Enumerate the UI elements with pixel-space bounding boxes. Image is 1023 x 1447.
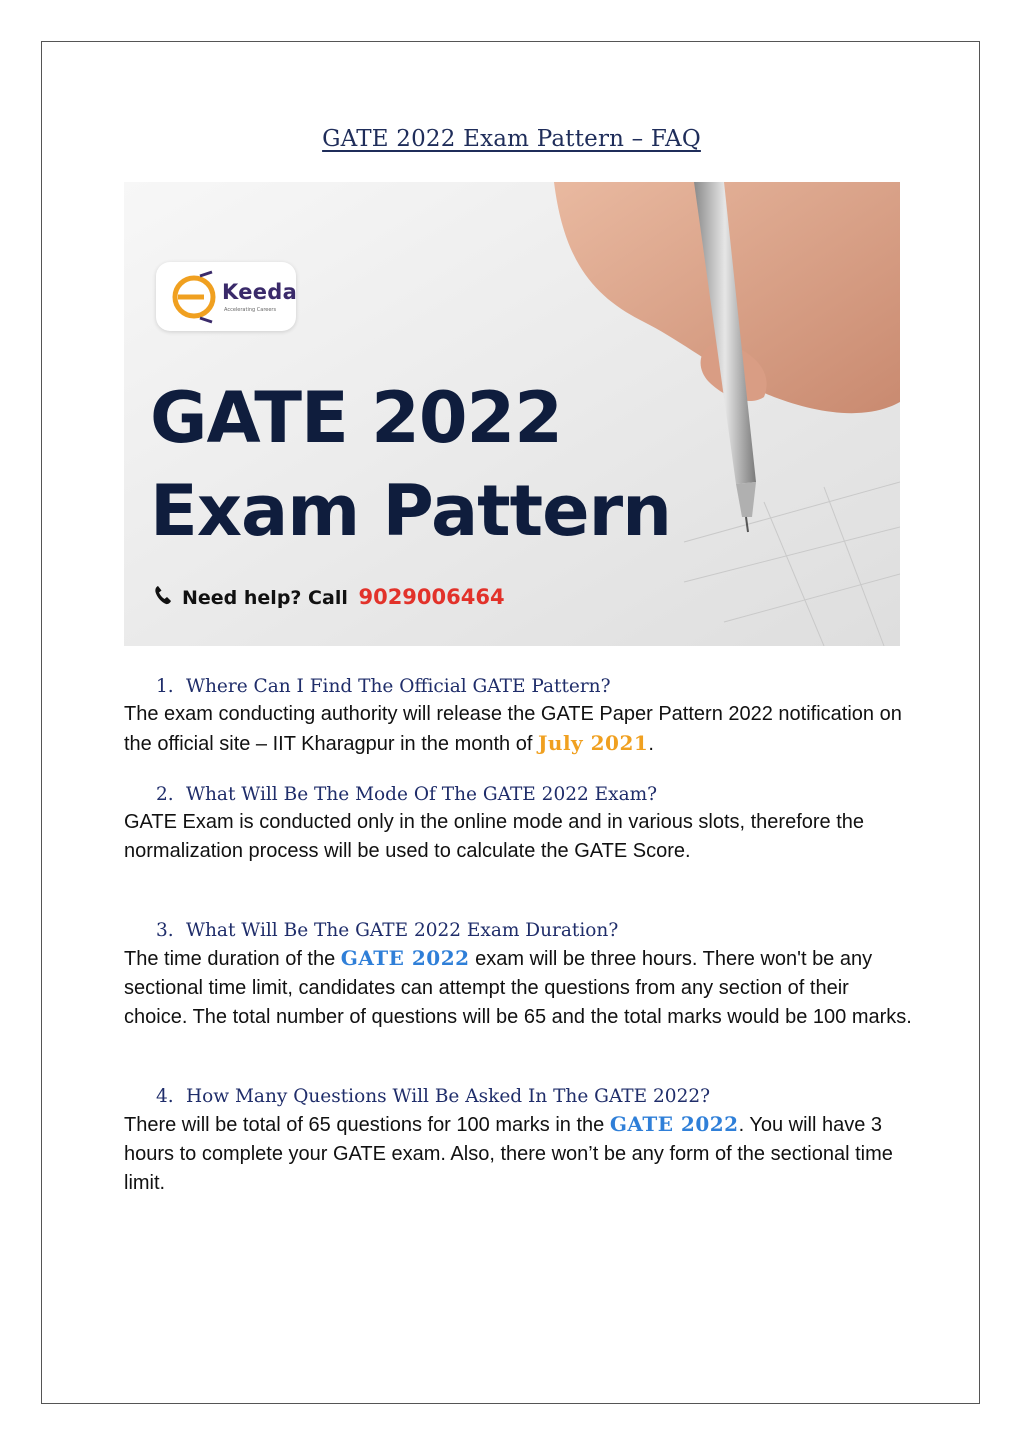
faq-number: 2.: [156, 784, 174, 805]
faq-item-2: [124, 782, 914, 866]
help-text: Need help? Call: [182, 587, 348, 609]
faq-question: [124, 1084, 914, 1110]
banner-heading-line2: Exam Pattern: [150, 470, 671, 552]
answer-text: The time duration of the: [124, 948, 341, 970]
ekeeda-logo: [156, 262, 296, 331]
answer-highlight: GATE 2022: [340, 946, 470, 970]
answer-text: There will be total of 65 questions for 100 marks in the: [124, 1114, 610, 1136]
faq-item-4: [124, 1084, 914, 1198]
faq-answer: [124, 944, 914, 1032]
faq-number: 3.: [156, 920, 174, 941]
help-row: [154, 585, 505, 609]
logo-text: Keeda: [222, 280, 298, 304]
faq-item-1: [124, 674, 914, 759]
answer-highlight: July 2021: [537, 731, 649, 755]
faq-question: [124, 918, 914, 944]
answer-highlight: GATE 2022: [609, 1112, 739, 1136]
answer-text-end: . You will have 3 hours to complete your GATE exam. Also, there won’t be any form of the sectional time limit.: [124, 1114, 893, 1194]
faq-item-3: [124, 918, 914, 1032]
faq-answer: [124, 1110, 914, 1198]
faq-number: 1.: [156, 676, 174, 697]
faq-question-text: What Will Be The GATE 2022 Exam Duration?: [186, 920, 619, 941]
help-phone-number[interactable]: 9029006464: [358, 585, 505, 609]
faq-question: [124, 782, 914, 808]
answer-text-end: .: [648, 733, 654, 755]
faq-question-text: What Will Be The Mode Of The GATE 2022 Exam?: [186, 784, 658, 805]
faq-question: [124, 674, 914, 700]
logo-tagline: Accelerating Careers: [224, 307, 277, 313]
faq-question-text: How Many Questions Will Be Asked In The GATE 2022?: [186, 1086, 711, 1107]
ekeeda-logo-icon: [164, 262, 224, 331]
faq-number: 4.: [156, 1086, 174, 1107]
answer-text-end: exam will be three hours. There won't be any sectional time limit, candidates can attempt the questions from any section of their choice. The total number of questions will be 65 and the total marks would be 100 marks.: [124, 948, 912, 1028]
page-title: GATE 2022 Exam Pattern – FAQ: [322, 126, 701, 152]
faq-answer: [124, 700, 914, 759]
faq-answer: GATE Exam is conducted only in the online mode and in various slots, therefore the normalization process will be used to calculate the GATE Score.: [124, 811, 865, 862]
answer-text: The exam conducting authority will release the GATE Paper Pattern 2022 notification on the official site – IIT Kharagpur in the month of: [124, 703, 902, 755]
faq-question-text: Where Can I Find The Official GATE Pattern?: [186, 676, 611, 697]
banner-heading-line1: GATE 2022: [150, 377, 562, 459]
banner-image: [124, 182, 900, 646]
